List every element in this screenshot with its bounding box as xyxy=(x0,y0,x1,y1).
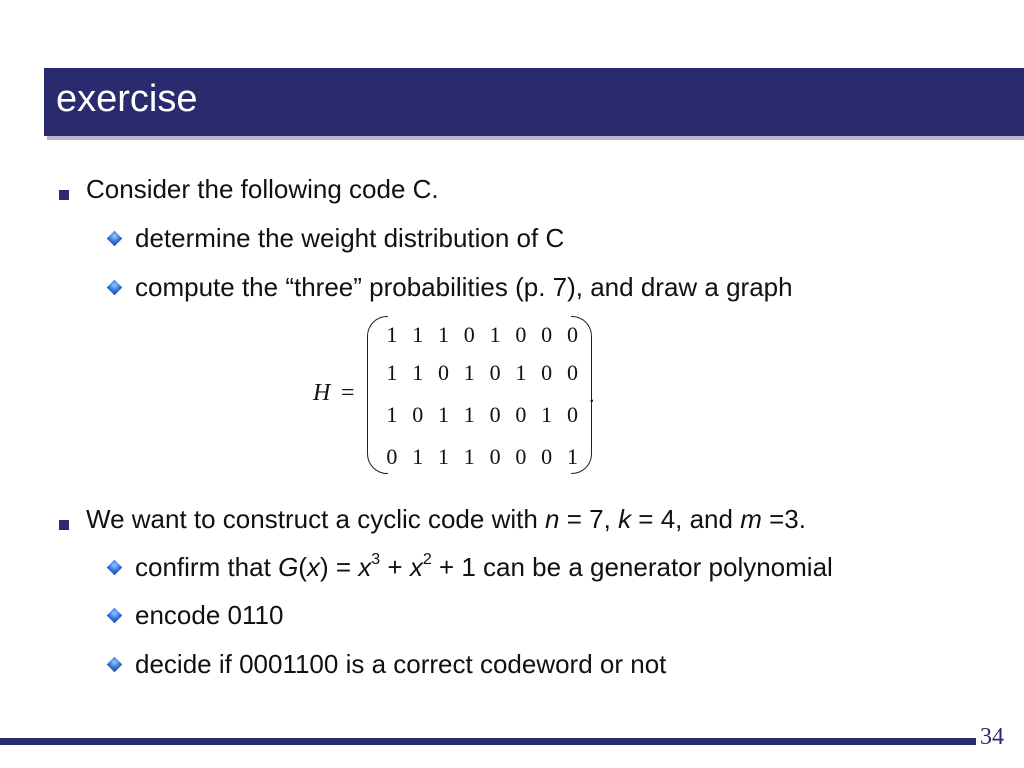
matrix-label: H xyxy=(313,380,331,406)
bullet-cyclic-code: We want to construct a cyclic code with n = 7, k = 4, and m =3. xyxy=(86,504,806,534)
square-bullet-icon xyxy=(59,520,69,530)
bullet-consider-code: Consider the following code C. xyxy=(86,174,439,204)
matrix-row: 1 0 1 1 0 0 1 0 xyxy=(386,402,578,427)
matrix-row: 1 1 1 0 1 0 0 0 xyxy=(386,322,578,347)
diamond-bullet-icon xyxy=(107,280,123,296)
matrix-row: 1 1 0 1 0 1 0 0 xyxy=(386,360,578,385)
diamond-bullet-icon xyxy=(107,657,123,673)
square-bullet-icon xyxy=(59,190,69,200)
title-bar xyxy=(44,68,1024,136)
diamond-bullet-icon xyxy=(107,608,123,624)
page-number: 34 xyxy=(980,724,1004,750)
diamond-bullet-icon xyxy=(107,231,123,247)
diamond-bullet-icon xyxy=(107,560,123,576)
parity-check-matrix xyxy=(313,316,613,474)
matrix-row: 0 1 1 1 0 0 0 1 xyxy=(386,444,578,469)
matrix-period: . xyxy=(589,382,595,407)
footer-divider xyxy=(0,738,976,745)
slide-title: exercise xyxy=(56,78,198,120)
sub-bullet-encode: encode 0110 xyxy=(135,600,284,630)
sub-bullet-generator-polynomial: confirm that $G(x) = x^3 + x^2 + 1$ can be a generator polynomial xyxy=(135,551,833,582)
sub-bullet-weight-distribution: determine the weight distribution of C xyxy=(135,223,565,253)
sub-bullet-decide-codeword: decide if 0001100 is a correct codeword or not xyxy=(135,649,667,679)
sub-bullet-three-probabilities: compute the “three” probabilities (p. 7), and draw a graph xyxy=(135,272,793,302)
matrix-equals: = xyxy=(341,380,355,406)
